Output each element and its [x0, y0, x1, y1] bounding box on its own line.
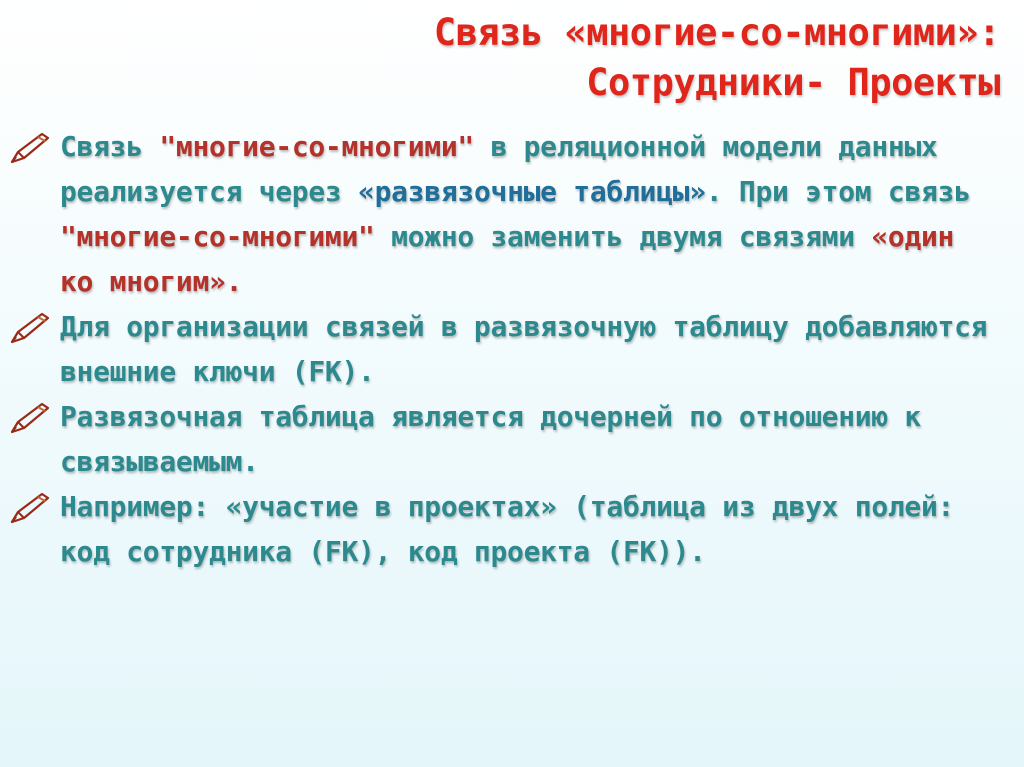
- bullet-item-3: [8, 394, 998, 484]
- bullet-list: [8, 124, 998, 574]
- pen-nib-icon: [8, 400, 54, 436]
- bullet-item-4: [8, 484, 998, 574]
- bullet-1-text-d: «развязочные таблицы»: [358, 175, 706, 208]
- bullet-1-text-b: "многие-со-многими": [159, 130, 474, 163]
- bullet-1-text-h: «один ко многим».: [60, 220, 955, 298]
- pen-nib-icon: [8, 130, 54, 166]
- bullet-1-text-c: в реляционной модели данных реализуется через: [60, 130, 938, 208]
- bullet-4-text: Например: «участие в проектах» (таблица из двух полей: код сотрудника (FK), код проекта (FK)).: [60, 490, 955, 568]
- bullet-1-text-f: "многие-со-многими": [60, 220, 375, 253]
- bullet-1-text-g: можно заменить двумя связями: [374, 220, 872, 253]
- pen-nib-icon: [8, 310, 54, 346]
- bullet-2-text: Для организации связей в развязочную таблицу добавляются внешние ключи (FK).: [60, 310, 988, 388]
- bullet-1-text-e: . При этом связь: [705, 175, 971, 208]
- bullet-item-1: [8, 124, 998, 304]
- title-line-1: Связь «многие-со-многими»:: [433, 11, 1000, 54]
- slide-title: [240, 8, 1000, 108]
- bullet-1-text-a: Связь: [60, 130, 160, 163]
- bullet-3-text: Развязочная таблица является дочерней по отношению к связываемым.: [60, 400, 921, 478]
- bullet-item-2: [8, 304, 998, 394]
- pen-nib-icon: [8, 490, 54, 526]
- title-line-2: Сотрудники- Проекты: [586, 61, 1000, 104]
